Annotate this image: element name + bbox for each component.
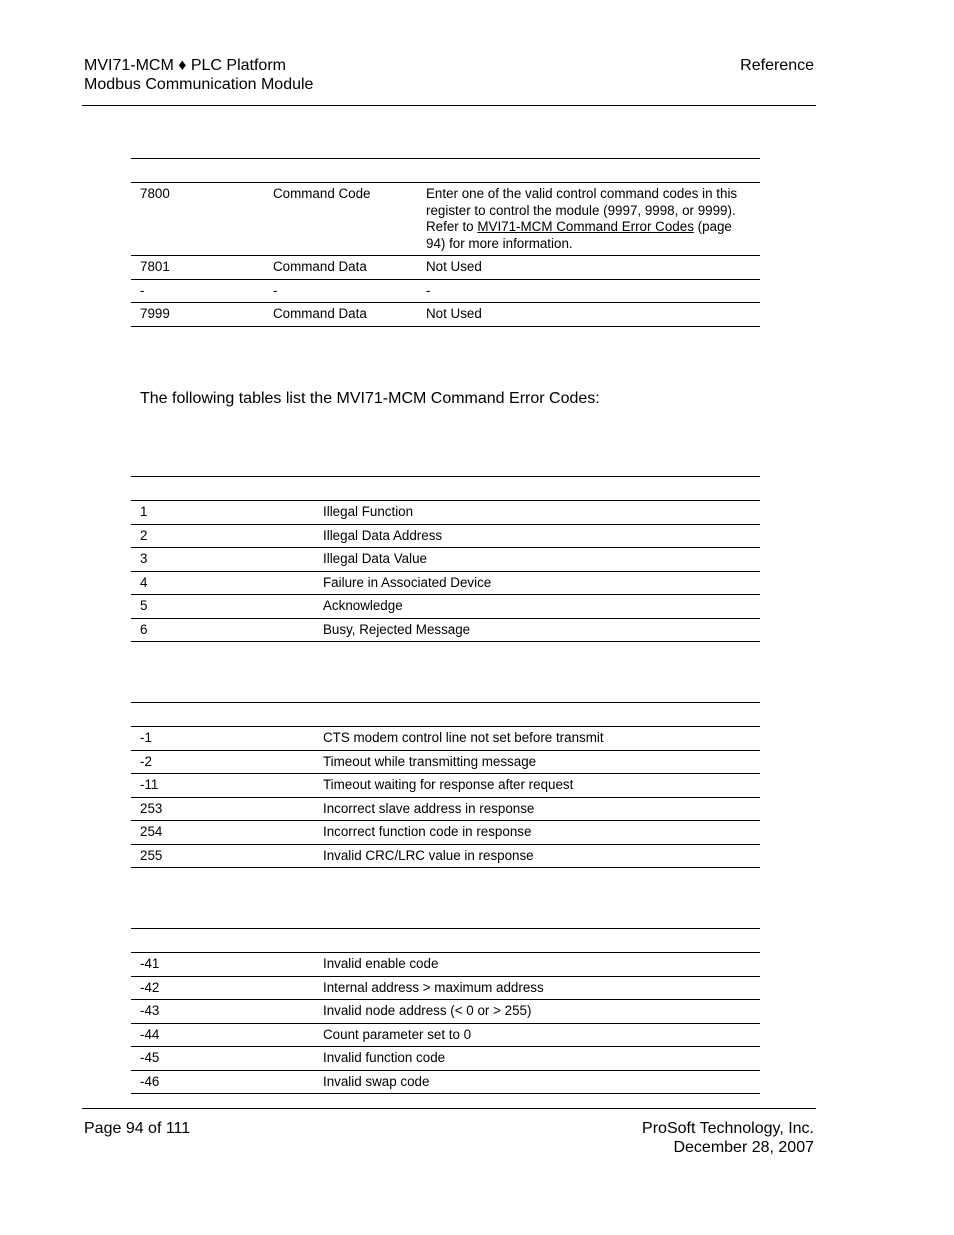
error-code: -45 (131, 1047, 314, 1071)
register-name: Command Data (264, 256, 417, 280)
footer-info (642, 1119, 814, 1157)
control-register-table (131, 158, 760, 327)
error-code: -44 (131, 1023, 314, 1047)
error-code: 253 (131, 797, 314, 821)
table-row (131, 727, 760, 751)
company-name: ProSoft Technology, Inc. (642, 1120, 814, 1137)
error-description: Illegal Data Value (314, 548, 760, 572)
error-code: -1 (131, 727, 314, 751)
error-code: 6 (131, 618, 314, 642)
error-description: Invalid enable code (314, 953, 760, 977)
footer-divider (82, 1108, 816, 1109)
error-code: 255 (131, 844, 314, 868)
table-row (131, 279, 760, 303)
error-description: Timeout while transmitting message (314, 750, 760, 774)
intro-text: The following tables list the MVI71-MCM Command Error Codes: (140, 390, 600, 407)
error-code: -11 (131, 774, 314, 798)
error-description: Invalid swap code (314, 1070, 760, 1094)
table-header-row (131, 929, 760, 953)
table-row (131, 1047, 760, 1071)
table-row (131, 797, 760, 821)
error-description: Illegal Function (314, 501, 760, 525)
table-row (131, 303, 760, 327)
error-description: Count parameter set to 0 (314, 1023, 760, 1047)
register-address: 7801 (131, 256, 264, 280)
table-header-row (131, 477, 760, 501)
error-code-table-1 (131, 476, 760, 642)
error-description: Invalid function code (314, 1047, 760, 1071)
table-row (131, 750, 760, 774)
error-code: 3 (131, 548, 314, 572)
error-description: Invalid CRC/LRC value in response (314, 844, 760, 868)
error-description: Internal address > maximum address (314, 976, 760, 1000)
error-description: Invalid node address (< 0 or > 255) (314, 1000, 760, 1024)
error-description: Illegal Data Address (314, 524, 760, 548)
table-row (131, 976, 760, 1000)
error-code: -46 (131, 1070, 314, 1094)
header-product-title: MVI71-MCM ♦ PLC Platform (84, 57, 286, 74)
error-code: -41 (131, 953, 314, 977)
table-header-row (131, 159, 760, 183)
error-description: Incorrect slave address in response (314, 797, 760, 821)
table-row (131, 618, 760, 642)
error-description: CTS modem control line not set before transmit (314, 727, 760, 751)
error-code: -2 (131, 750, 314, 774)
register-name: Command Data (264, 303, 417, 327)
page-number: Page 94 of 111 (84, 1120, 191, 1137)
error-code: 1 (131, 501, 314, 525)
table-row (131, 1070, 760, 1094)
table-row (131, 1023, 760, 1047)
error-code: 4 (131, 571, 314, 595)
error-code: 2 (131, 524, 314, 548)
header-module-title: Modbus Communication Module (84, 76, 314, 93)
error-description: Busy, Rejected Message (314, 618, 760, 642)
page-header (84, 56, 814, 106)
table-row (131, 501, 760, 525)
header-section: Reference (740, 57, 814, 74)
register-description: - (417, 279, 760, 303)
register-description: Not Used (417, 256, 760, 280)
table-row (131, 821, 760, 845)
table-row (131, 1000, 760, 1024)
error-description: Incorrect function code in response (314, 821, 760, 845)
table-row (131, 256, 760, 280)
table-row (131, 183, 760, 256)
table-header-row (131, 703, 760, 727)
error-description: Failure in Associated Device (314, 571, 760, 595)
register-description (417, 183, 760, 256)
table-row (131, 548, 760, 572)
table-row (131, 844, 760, 868)
error-code-table-3 (131, 928, 760, 1094)
error-code: 254 (131, 821, 314, 845)
error-code: -42 (131, 976, 314, 1000)
register-description: Not Used (417, 303, 760, 327)
error-code: 5 (131, 595, 314, 619)
table-row (131, 571, 760, 595)
register-address: - (131, 279, 264, 303)
description-text: Enter one of the valid control command codes in this register to control the module (9997, 9998, or 9999). Refer to (426, 186, 738, 234)
error-code: -43 (131, 1000, 314, 1024)
document-date: December 28, 2007 (673, 1139, 814, 1156)
table-row (131, 774, 760, 798)
register-name: - (264, 279, 417, 303)
register-address: 7800 (131, 183, 264, 256)
error-description: Timeout waiting for response after request (314, 774, 760, 798)
error-codes-link[interactable]: MVI71-MCM Command Error Codes (477, 219, 694, 234)
error-description: Acknowledge (314, 595, 760, 619)
table-row (131, 524, 760, 548)
table-row (131, 595, 760, 619)
register-address: 7999 (131, 303, 264, 327)
register-name: Command Code (264, 183, 417, 256)
error-code-table-2 (131, 702, 760, 868)
header-divider (82, 105, 816, 106)
description-text: (page 94) for more information. (426, 219, 732, 251)
table-row (131, 953, 760, 977)
